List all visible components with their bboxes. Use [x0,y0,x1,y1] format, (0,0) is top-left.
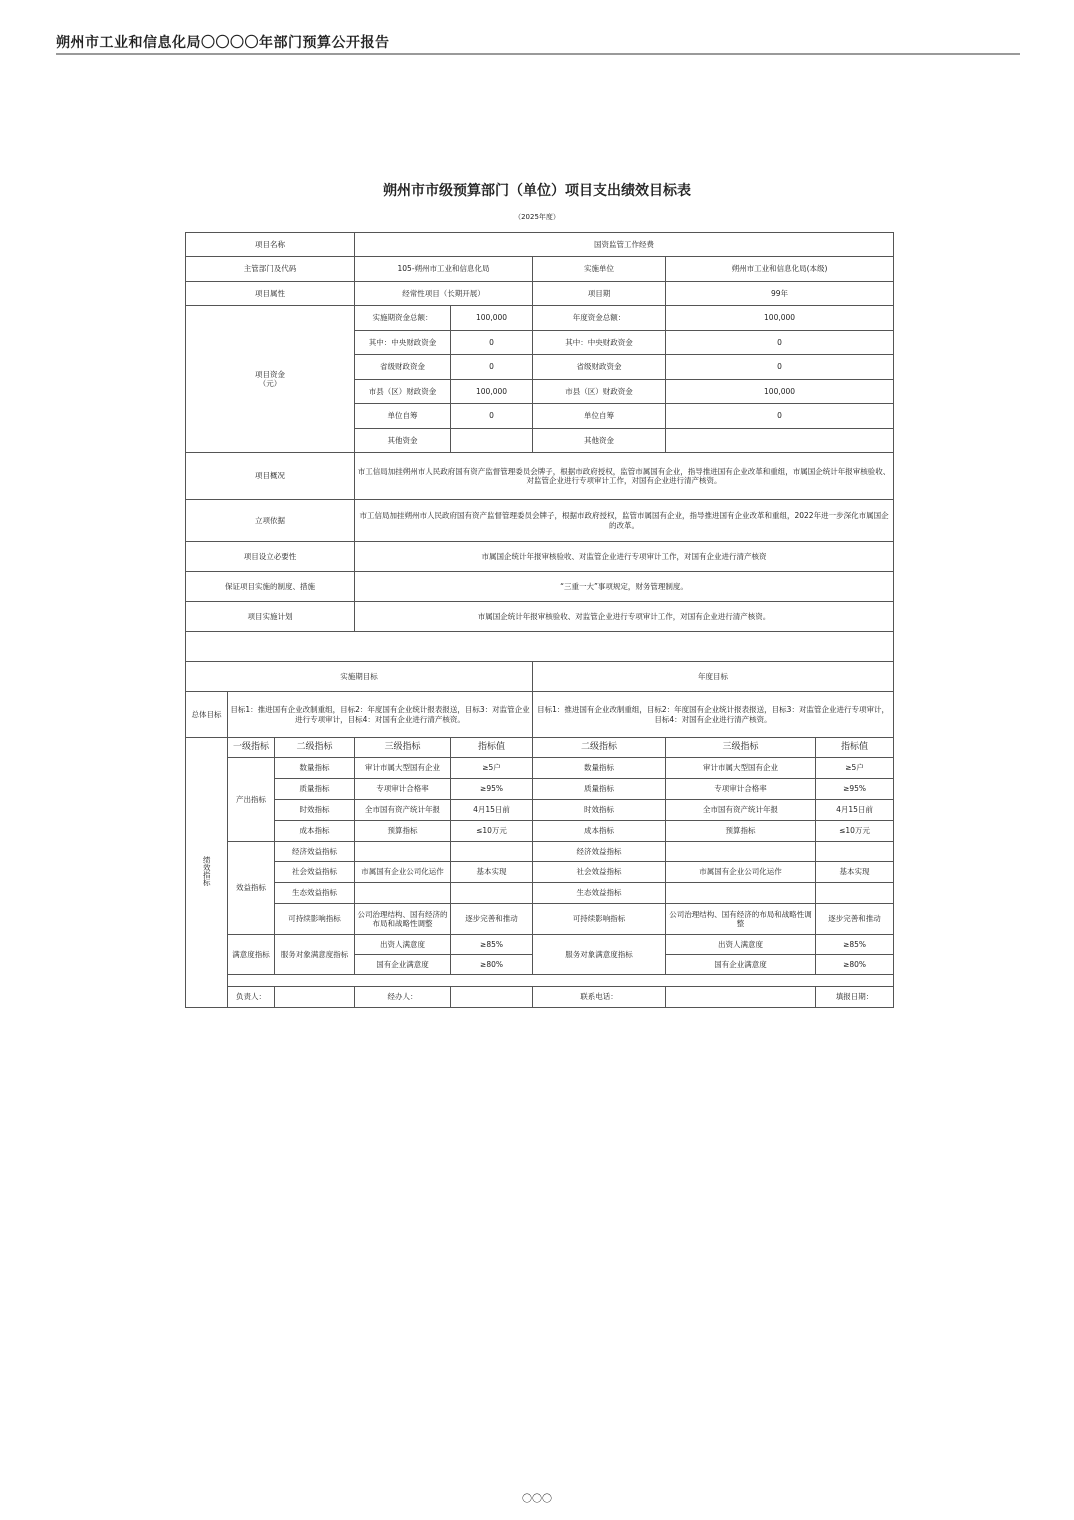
fund-value-province: 0 [451,355,533,380]
handler-value [451,987,533,1008]
perf-row-value: ≥5户 [451,758,533,779]
perf-row-annual-l3: 审计市属大型国有企业 [666,758,816,779]
fund-annual-value-other [666,429,894,453]
perf-row-annual-value: ≤10万元 [816,821,894,842]
annual-goal-text: 目标1：推进国有企业改制重组，目标2：年度国有企业统计报表报送，目标3：对监管企业进行专项审计，目标4：对国有企业进行清产核资。 [533,692,894,738]
funds-label [186,306,355,453]
sat-row-annual-l3: 出资人满意度 [666,935,816,955]
fund-value-other [451,429,533,453]
perf-row-value [451,842,533,862]
perf-row-l2: 质量指标 [275,779,355,800]
unit-value: 朔州市工业和信息化局(本级) [666,257,894,282]
perf-h4: 指标值 [451,738,533,758]
fund-label-central: 其中：中央财政资金 [355,331,451,355]
perf-row-annual-l2: 数量指标 [533,758,666,779]
annual-goal-header: 年度目标 [533,662,894,692]
perf-ah3: 三级指标 [666,738,816,758]
fund-value-self: 0 [451,404,533,429]
perf-row-annual-value [816,842,894,862]
perf-row-l2: 成本指标 [275,821,355,842]
unit-label: 实施单位 [533,257,666,282]
fund-annual-value-central: 0 [666,331,894,355]
overall-goal-label: 总体目标 [186,692,228,738]
perf-row-value [451,883,533,904]
date-label: 填报日期： [816,987,894,1008]
perf-ah4: 指标值 [816,738,894,758]
perf-row-annual-l2: 时效指标 [533,800,666,821]
benefit-indicator-label: 效益指标 [228,842,275,935]
fund-value-city: 100,000 [451,380,533,404]
fund-label-province: 省级财政资金 [355,355,451,380]
plan-text: 市属国企统计年报审核验收、对监管企业进行专项审计工作，对国有企业进行清产核资。 [355,602,894,632]
satisfaction-l2: 服务对象满意度指标 [275,935,355,975]
project-name-label: 项目名称 [186,233,355,257]
sat-row-annual-value: ≥85% [816,935,894,955]
fund-annual-label-total: 年度资金总额： [533,306,666,331]
perf-row-l3: 市属国有企业公司化运作 [355,862,451,883]
fund-annual-label-province: 省级财政资金 [533,355,666,380]
perf-row-annual-value [816,883,894,904]
sat-row-value: ≥80% [451,955,533,975]
perf-row-value: ≥95% [451,779,533,800]
phone-label: 联系电话： [533,987,666,1008]
sat-row-l3: 国有企业满意度 [355,955,451,975]
perf-row-annual-l2: 成本指标 [533,821,666,842]
sat-row-annual-value: ≥80% [816,955,894,975]
fund-value-total: 100,000 [451,306,533,331]
plan-label: 项目实施计划 [186,602,355,632]
fund-label-city: 市县（区）财政资金 [355,380,451,404]
person-label: 负责人： [228,987,275,1008]
fund-label-self: 单位自筹 [355,404,451,429]
person-value [275,987,355,1008]
perf-row-l3: 全市国有资产统计年报 [355,800,451,821]
overview-text: 市工信局加挂朔州市人民政府国有资产监督管理委员会牌子，根据市政府授权，监管市属国有企业，指导推进国有企业改革和重组，市属国企统计年报审核验收、对监管企业进行专项审计工作，对国有企业进行清产核资。 [355,453,894,500]
perf-row-annual-l3: 专项审计合格率 [666,779,816,800]
perf-ah2: 二级指标 [533,738,666,758]
overview-label: 项目概况 [186,453,355,500]
perf-row-value: ≤10万元 [451,821,533,842]
perf-row-value: 逐步完善和推动 [451,904,533,935]
perf-row-annual-l2: 社会效益指标 [533,862,666,883]
satisfaction-indicator-label: 满意度指标 [228,935,275,975]
perf-row-value: 4月15日前 [451,800,533,821]
page-header-title: 朔州市工业和信息化局〇〇〇〇年部门预算公开报告 [56,35,390,51]
dept-label: 主管部门及代码 [186,257,355,282]
dept-value: 105-朔州市工业和信息化局 [355,257,533,282]
attr-label: 项目属性 [186,282,355,306]
funds-unit: （元） [258,379,282,388]
spacer-row [186,632,894,662]
header-divider [56,53,1020,55]
perf-h2: 二级指标 [275,738,355,758]
necessity-label: 项目设立必要性 [186,542,355,572]
fund-annual-label-central: 其中：中央财政资金 [533,331,666,355]
handler-label: 经办人： [355,987,451,1008]
perf-row-annual-value: 逐步完善和推动 [816,904,894,935]
perf-row-annual-l3: 全市国有资产统计年报 [666,800,816,821]
perf-row-l2: 数量指标 [275,758,355,779]
sat-row-l3: 出资人满意度 [355,935,451,955]
sat-row-annual-l3: 国有企业满意度 [666,955,816,975]
project-name-value: 国资监管工作经费 [355,233,894,257]
necessity-text: 市属国企统计年报审核验收、对监管企业进行专项审计工作，对国有企业进行清产核资 [355,542,894,572]
fund-label-other: 其他资金 [355,429,451,453]
perf-row-l3 [355,883,451,904]
perf-row-annual-l3: 公司治理结构、国有经济的布局和战略性调整 [666,904,816,935]
fund-annual-value-self: 0 [666,404,894,429]
fund-annual-value-total: 100,000 [666,306,894,331]
document-year: （2025年度） [514,213,560,221]
page-number: 〇〇〇 [522,1494,552,1505]
perf-row-annual-value: 基本实现 [816,862,894,883]
perf-indicator-label-text: 绩效指标 [202,856,212,887]
fund-value-central: 0 [451,331,533,355]
sat-row-value: ≥85% [451,935,533,955]
measures-label: 保证项目实施的制度、措施 [186,572,355,602]
basis-label: 立项依据 [186,500,355,542]
perf-row-l2: 时效指标 [275,800,355,821]
fund-annual-value-province: 0 [666,355,894,380]
impl-goal-text: 目标1：推进国有企业改制重组，目标2：年度国有企业统计报表报送，目标3：对监管企业进行专项审计，目标4：对国有企业进行清产核资。 [228,692,533,738]
attr-value: 经常性项目（长期开展） [355,282,533,306]
performance-target-table [185,232,894,1008]
perf-row-l2: 经济效益指标 [275,842,355,862]
perf-row-annual-l2: 生态效益指标 [533,883,666,904]
output-indicator-label: 产出指标 [228,758,275,842]
perf-h1: 一级指标 [228,738,275,758]
perf-row-annual-value: 4月15日前 [816,800,894,821]
perf-row-l2: 生态效益指标 [275,883,355,904]
perf-row-annual-l2: 可持续影响指标 [533,904,666,935]
fund-annual-label-self: 单位自筹 [533,404,666,429]
perf-row-l3: 公司治理结构、国有经济的布局和战略性调整 [355,904,451,935]
fund-label-total: 实施期资金总额： [355,306,451,331]
perf-row-l3: 专项审计合格率 [355,779,451,800]
impl-goal-header: 实施期目标 [186,662,533,692]
spacer-row-2 [228,975,894,987]
perf-row-l3: 审计市属大型国有企业 [355,758,451,779]
perf-row-l2: 可持续影响指标 [275,904,355,935]
measures-text: “三重一大”事项规定，财务管理制度。 [355,572,894,602]
perf-row-l3 [355,842,451,862]
perf-row-annual-l2: 经济效益指标 [533,842,666,862]
perf-row-l2: 社会效益指标 [275,862,355,883]
fund-annual-value-city: 100,000 [666,380,894,404]
perf-row-annual-l3: 市属国有企业公司化运作 [666,862,816,883]
perf-row-annual-l3 [666,883,816,904]
period-value: 99年 [666,282,894,306]
perf-indicator-label [186,738,228,1008]
perf-row-annual-l3 [666,842,816,862]
satisfaction-annual-l2: 服务对象满意度指标 [533,935,666,975]
perf-row-annual-value: ≥95% [816,779,894,800]
perf-row-annual-l2: 质量指标 [533,779,666,800]
perf-h3: 三级指标 [355,738,451,758]
funds-label-text: 项目资金 [255,369,286,379]
perf-row-annual-l3: 预算指标 [666,821,816,842]
basis-text: 市工信局加挂朔州市人民政府国有资产监督管理委员会牌子，根据市政府授权，监管市属国有企业，指导推进国有企业改革和重组，2022年进一步深化市属国企的改革。 [355,500,894,542]
fund-annual-label-city: 市县（区）财政资金 [533,380,666,404]
phone-value [666,987,816,1008]
document-title: 朔州市市级预算部门（单位）项目支出绩效目标表 [383,183,691,199]
perf-row-annual-value: ≥5户 [816,758,894,779]
period-label: 项目期 [533,282,666,306]
fund-annual-label-other: 其他资金 [533,429,666,453]
perf-row-value: 基本实现 [451,862,533,883]
perf-row-l3: 预算指标 [355,821,451,842]
